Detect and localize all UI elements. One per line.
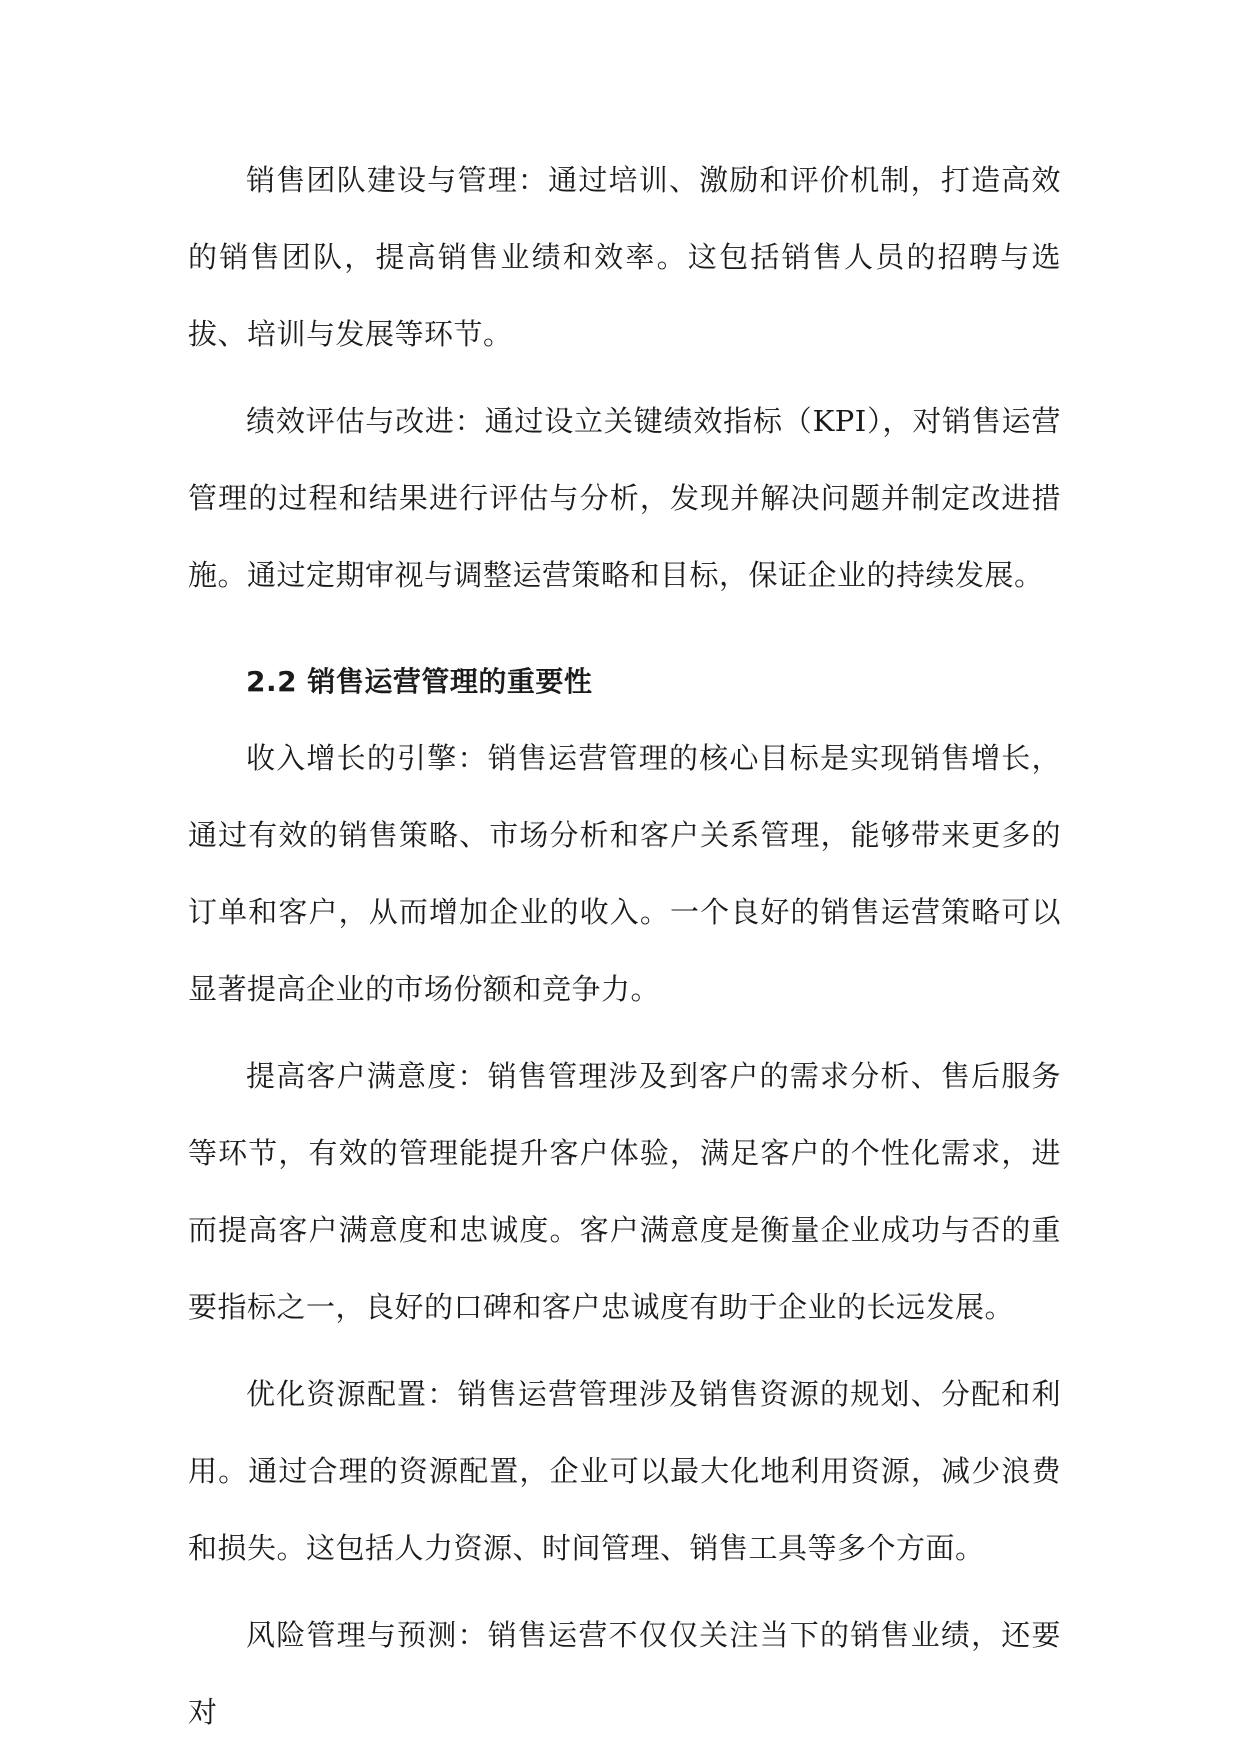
section-heading: 2.2 销售运营管理的重要性 [246,665,593,698]
paragraph-customer-satisfaction: 提高客户满意度：销售管理涉及到客户的需求分析、售后服务等环节，有效的管理能提升客户体验，满足客户的个性化需求，进而提高客户满意度和忠诚度。客户满意度是衡量企业成功与否的重要指标之一，良好的口碑和客户忠诚度有助于企业的长远发展。 [188,1059,1061,1324]
paragraph-performance: 绩效评估与改进：通过设立关键绩效指标（KPI），对销售运营管理的过程和结果进行评估与分析，发现并解决问题并制定改进措施。通过定期审视与调整运营策略和目标，保证企业的持续发展。 [188,404,1061,592]
paragraph-risk-management: 风险管理与预测：销售运营不仅仅关注当下的销售业绩，还要对 [188,1618,1061,1729]
paragraph-revenue-growth: 收入增长的引擎：销售运营管理的核心目标是实现销售增长，通过有效的销售策略、市场分析和客户关系管理，能够带来更多的订单和客户，从而增加企业的收入。一个良好的销售运营策略可以显著提高企业的市场份额和竞争力。 [188,741,1061,1006]
paragraph-sales-team: 销售团队建设与管理：通过培训、激励和评价机制，打造高效的销售团队，提高销售业绩和效率。这包括销售人员的招聘与选拔、培训与发展等环节。 [188,163,1061,351]
paragraph-resource-allocation: 优化资源配置：销售运营管理涉及销售资源的规划、分配和利用。通过合理的资源配置，企业可以最大化地利用资源，减少浪费和损失。这包括人力资源、时间管理、销售工具等多个方面。 [188,1377,1061,1565]
